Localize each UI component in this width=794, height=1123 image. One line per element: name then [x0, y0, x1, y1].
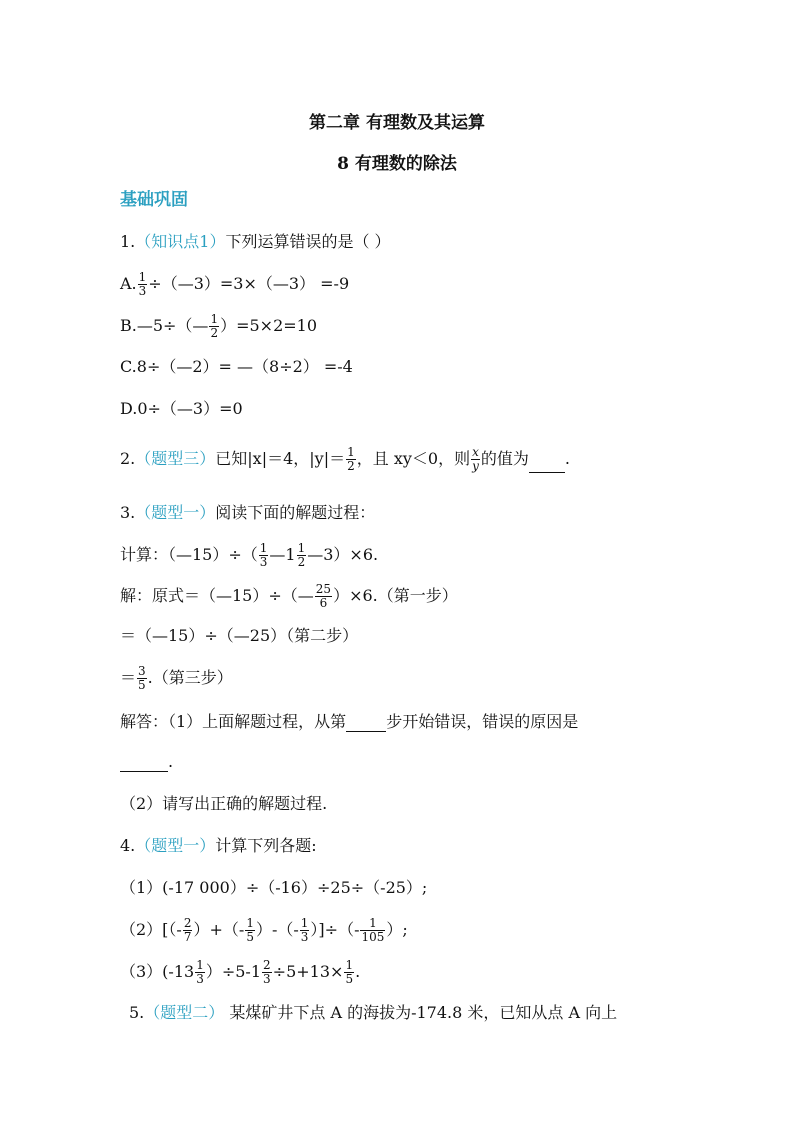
question-stem: 下列运算错误的是（ ） [225, 232, 391, 251]
fraction: $\frac{2}{3}$ [263, 958, 271, 986]
section-title: 8 有理数的除法 [337, 154, 457, 174]
fraction: $\frac{1}{2}$ [347, 445, 355, 473]
fraction: $\frac{25}{6}$ [315, 582, 332, 610]
option-b: B.—5÷（— $\frac{1}{2}$ ）=5×2=10 [120, 312, 318, 340]
fraction: $\frac{3}{5}$ [138, 664, 146, 692]
answer-blank[interactable] [346, 715, 386, 732]
answer-part-1-continued: . [120, 752, 173, 772]
answer-part-1: 解答：（1）上面解题过程，从第 步开始错误，错误的原因是 [120, 712, 579, 731]
question-number: 1. [120, 232, 136, 251]
fraction: $\frac{1}{2}$ [297, 541, 306, 569]
problem-4-1: （1）(-17 000）÷（-16）÷25÷（-25）; [120, 878, 428, 897]
question-tag: （题型三） [135, 449, 216, 468]
solution-step-3: ＝ $\frac{3}{5}$ .（第三步） [120, 664, 233, 692]
question-tag: （题型一） [135, 503, 216, 522]
solution-step-1: 解：原式＝（—15）÷（— $\frac{25}{6}$ ）×6.（第一步） [120, 582, 458, 610]
fraction: $\frac{1}{105}$ [361, 916, 385, 944]
question-3: 3.（题型一）阅读下面的解题过程： [120, 503, 376, 522]
answer-part-2: （2）请写出正确的解题过程. [120, 794, 328, 813]
calc-expression: 计算：（—15）÷（ $\frac{1}{3}$ —1 $\frac{1}{2}$ —3）×6. [120, 541, 379, 569]
answer-blank[interactable] [529, 456, 565, 473]
option-a: A. $\frac{1}{3}$ ÷（—3）=3×（—3） =-9 [120, 270, 350, 298]
question-tag: （题型二） [144, 1003, 225, 1022]
option-c: C.8÷（—2）= —（8÷2） =-4 [120, 357, 353, 376]
question-5: 5.（题型二） 某煤矿井下点 A 的海拔为-174.8 米，已知从点 A 向上 [129, 1003, 618, 1022]
problem-4-3: （3）(-13 $\frac{1}{3}$ ）÷5-1 $\frac{2}{3}$ ÷5+13× $\frac{1}{5}$ . [120, 958, 361, 986]
chapter-title: 第二章 有理数及其运算 [309, 113, 485, 133]
answer-blank[interactable] [120, 755, 168, 772]
option-d: D.0÷（—3）=0 [120, 399, 243, 418]
question-tag: （知识点1） [135, 232, 226, 251]
fraction: $\frac{1}{3}$ [138, 270, 147, 298]
fraction: $\frac{1}{2}$ [210, 312, 219, 340]
question-4: 4.（题型一）计算下列各题: [120, 836, 317, 855]
fraction: $\frac{1}{5}$ [246, 916, 254, 944]
fraction: $\frac{2}{7}$ [183, 916, 192, 944]
problem-4-2: （2）[（- $\frac{2}{7}$ ）+（- $\frac{1}{5}$ ）-（- $\frac{1}{3}$ ）]÷（- $\frac{1}{105}$ ）; [120, 916, 408, 944]
fraction: $\frac{1}{3}$ [196, 958, 204, 986]
question-2: 2.（题型三）已知|x|＝4，|y|＝ $\frac{1}{2}$ ，且 xy＜0，则 $\frac{x}{y}$ 的值为 . [120, 445, 570, 473]
fraction: $\frac{x}{y}$ [472, 445, 479, 473]
fraction: $\frac{1}{3}$ [300, 916, 309, 944]
fraction: $\frac{1}{3}$ [259, 541, 268, 569]
fraction: $\frac{1}{5}$ [345, 958, 354, 986]
solution-step-2: ＝（—15）÷（—25）（第二步） [120, 626, 359, 645]
section-heading: 基础巩固 [120, 190, 188, 210]
question-1 [120, 232, 391, 252]
question-tag: （题型一） [135, 836, 216, 855]
